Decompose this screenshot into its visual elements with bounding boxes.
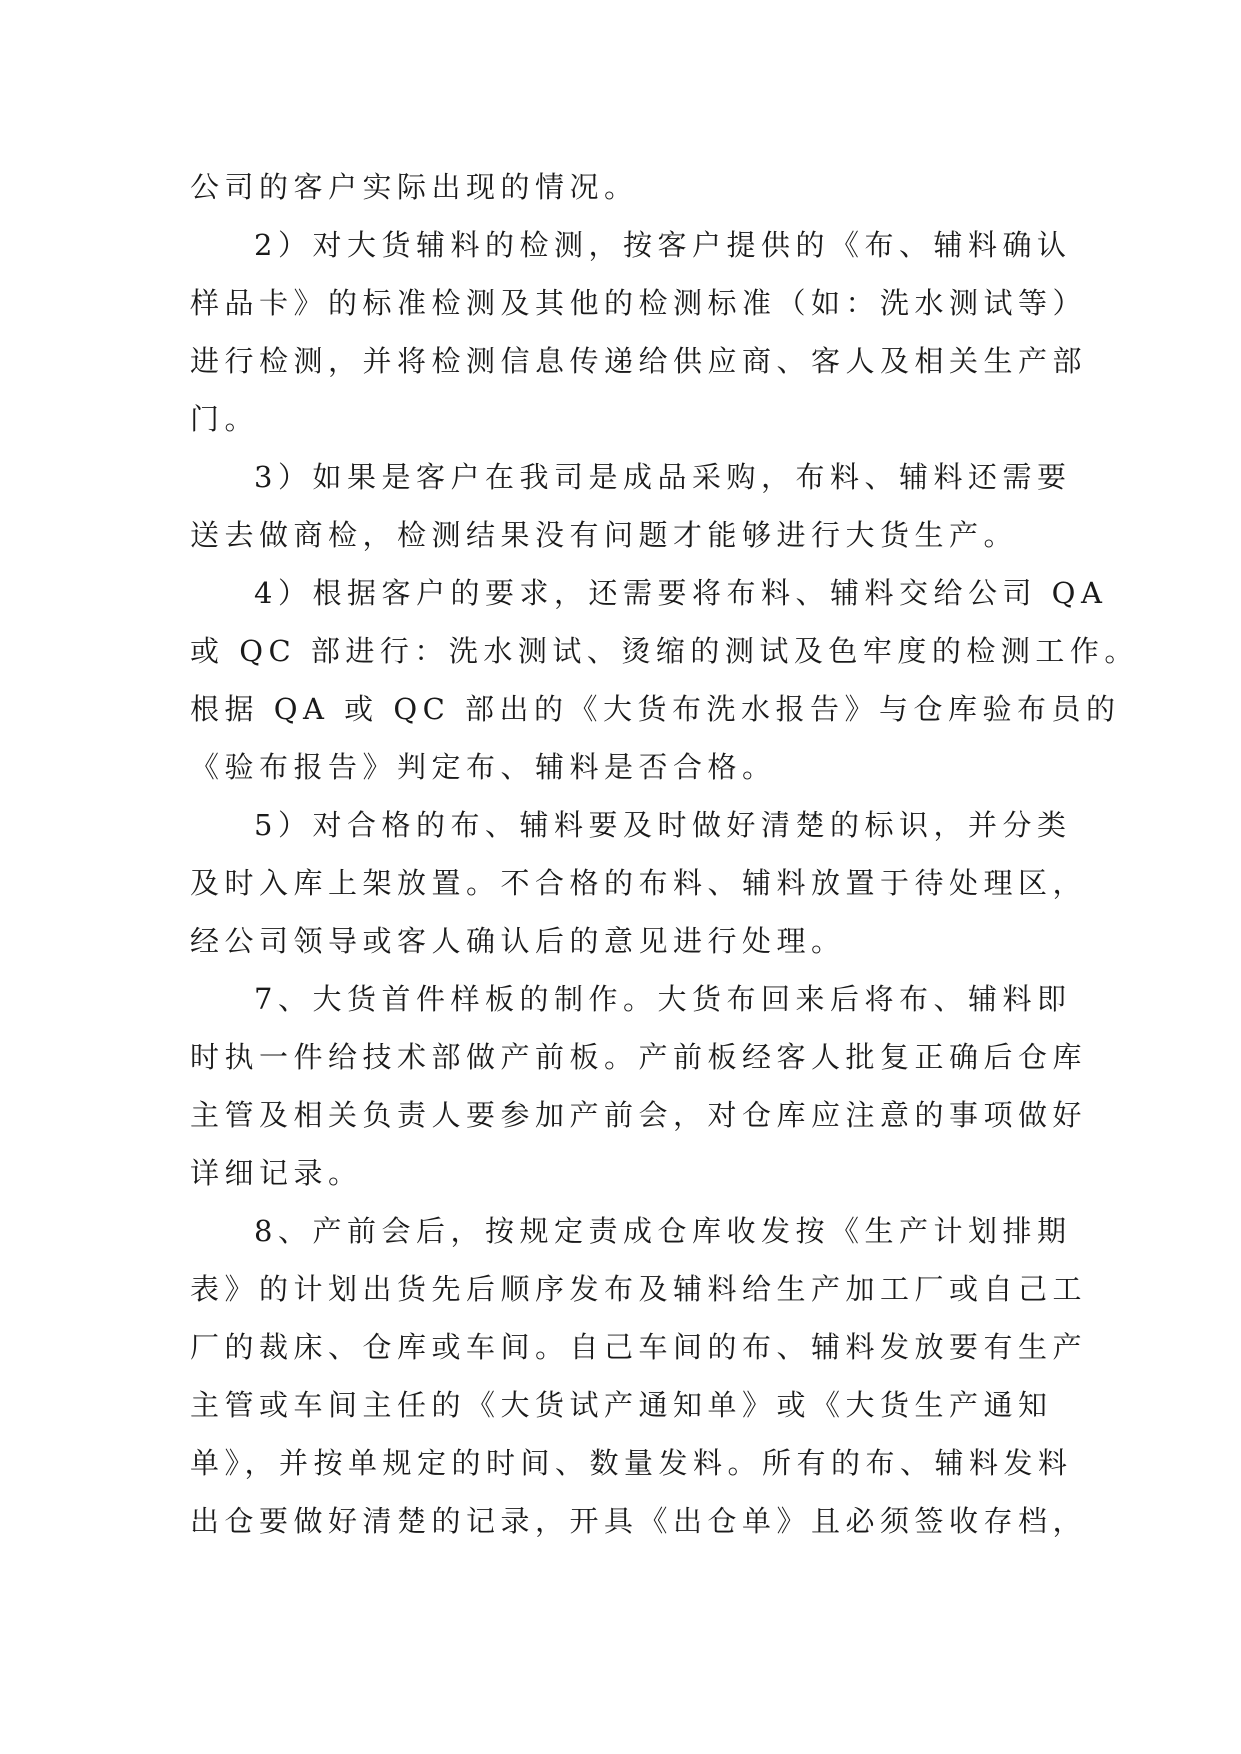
text-line: 3）如果是客户在我司是成品采购，布料、辅料还需要 [254, 460, 1072, 494]
text-line: 表》的计划出货先后顺序发布及辅料给生产加工厂或自己工 [190, 1272, 1088, 1306]
text-line: 7、大货首件样板的制作。大货布回来后将布、辅料即 [254, 982, 1072, 1016]
text-line: 出仓要做好清楚的记录，开具《出仓单》且必须签收存档， [190, 1504, 1088, 1538]
text-line: 样品卡》的标准检测及其他的检测标准（如：洗水测试等） [190, 286, 1088, 320]
text-line: 进行检测，并将检测信息传递给供应商、客人及相关生产部 [190, 344, 1088, 378]
text-line: 5）对合格的布、辅料要及时做好清楚的标识，并分类 [254, 808, 1072, 842]
text-line: 根据 QA 或 QC 部出的《大货布洗水报告》与仓库验布员的 [190, 692, 1121, 726]
text-line: 送去做商检，检测结果没有问题才能够进行大货生产。 [190, 518, 1019, 552]
text-line: 公司的客户实际出现的情况。 [190, 170, 639, 204]
text-line: 主管及相关负责人要参加产前会，对仓库应注意的事项做好 [190, 1098, 1088, 1132]
text-line: 或 QC 部进行：洗水测试、烫缩的测试及色牢度的检测工作。 [190, 634, 1139, 668]
text-line: 8、产前会后，按规定责成仓库收发按《生产计划排期 [254, 1214, 1072, 1248]
text-line: 及时入库上架放置。不合格的布料、辅料放置于待处理区， [190, 866, 1088, 900]
text-line: 经公司领导或客人确认后的意见进行处理。 [190, 924, 846, 958]
text-line: 厂的裁床、仓库或车间。自己车间的布、辅料发放要有生产 [190, 1330, 1088, 1364]
text-line: 主管或车间主任的《大货试产通知单》或《大货生产通知 [190, 1388, 1053, 1422]
text-line: 时执一件给技术部做产前板。产前板经客人批复正确后仓库 [190, 1040, 1088, 1074]
text-line: 2）对大货辅料的检测，按客户提供的《布、辅料确认 [254, 228, 1072, 262]
document-body [190, 158, 1139, 1550]
text-line: 《验布报告》判定布、辅料是否合格。 [190, 750, 777, 784]
text-line: 门。 [190, 402, 260, 436]
text-line: 单》，并按单规定的时间、数量发料。所有的布、辅料发料 [190, 1446, 1073, 1480]
text-line: 4）根据客户的要求，还需要将布料、辅料交给公司 QA [254, 576, 1108, 610]
text-line: 详细记录。 [190, 1156, 363, 1190]
